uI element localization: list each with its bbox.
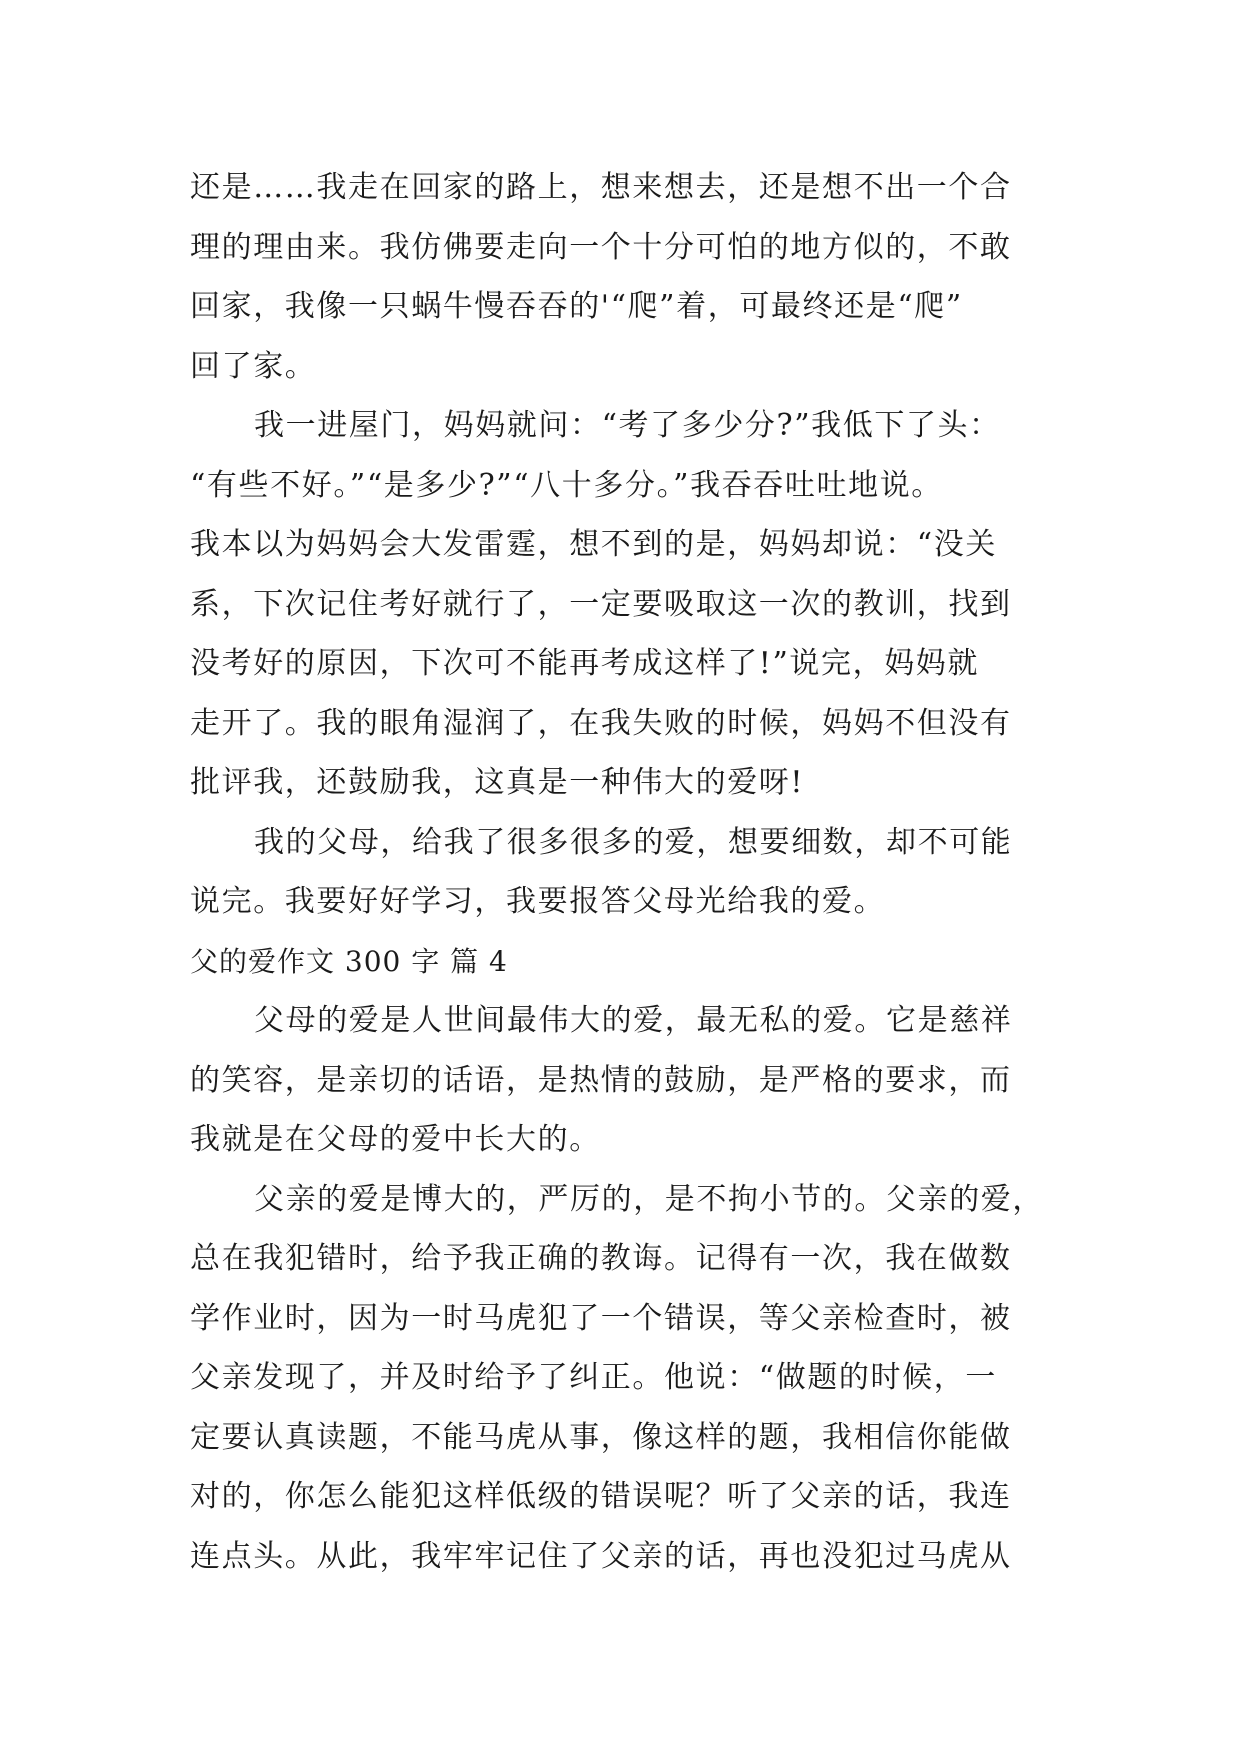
- section-heading: 父的爱作文 300 字 篇 4: [190, 944, 508, 978]
- text-line-22: 定要认真读题，不能马虎从事，像这样的题，我相信你能做: [190, 1419, 1012, 1455]
- text-line-1: 还是……我走在回家的路上，想来想去，还是想不出一个合: [190, 170, 1012, 205]
- text-line-8: 系，下次记住考好就行了，一定要吸取这一次的教训，找到: [190, 586, 1012, 622]
- text-line-3: 回家，我像一只蜗牛慢吞吞的'“爬”着，可最终还是“爬”: [190, 289, 963, 324]
- text-line-12: 我的父母，给我了很多很多的爱，想要细数，却不可能: [254, 824, 1013, 860]
- text-line-15: 父母的爱是人世间最伟大的爱，最无私的爱。它是慈祥: [254, 1003, 1013, 1038]
- text-line-17: 我就是在父母的爱中长大的。: [190, 1122, 601, 1157]
- text-line-21: 父亲发现了，并及时给予了纠正。他说：“做题的时候，一: [190, 1360, 997, 1395]
- text-line-10: 走开了。我的眼角湿润了，在我失败的时候，妈妈不但没有: [190, 705, 1012, 741]
- text-line-6: “有些不好。”“是多少?”“八十多分。”我吞吞吐吐地说。: [190, 467, 943, 503]
- text-line-9: 没考好的原因，下次可不能再考成这样了!”说完，妈妈就: [190, 646, 979, 681]
- text-line-16: 的笑容，是亲切的话语，是热情的鼓励，是严格的要求，而: [190, 1062, 1012, 1098]
- text-line-7: 我本以为妈妈会大发雷霆，想不到的是，妈妈却说：“没关: [190, 527, 997, 562]
- text-line-19: 总在我犯错时，给予我正确的教诲。记得有一次，我在做数: [190, 1241, 1012, 1276]
- text-line-23: 对的，你怎么能犯这样低级的错误呢？听了父亲的话，我连: [190, 1479, 1012, 1514]
- text-line-5: 我一进屋门，妈妈就问：“考了多少分?”我低下了头：: [254, 408, 1001, 443]
- text-line-24: 连点头。从此，我牢牢记住了父亲的话，再也没犯过马虎从: [190, 1538, 1012, 1574]
- document-body: [190, 158, 1050, 1586]
- text-line-2: 理的理由来。我仿佛要走向一个十分可怕的地方似的，不敢: [190, 229, 1012, 265]
- text-line-20: 学作业时，因为一时马虎犯了一个错误，等父亲检查时，被: [190, 1300, 1012, 1336]
- text-line-11: 批评我，还鼓励我，这真是一种伟大的爱呀!: [190, 765, 805, 800]
- text-line-4: 回了家。: [190, 348, 317, 384]
- text-line-18: 父亲的爱是博大的，严厉的，是不拘小节的。父亲的爱，: [254, 1181, 1044, 1217]
- text-line-13: 说完。我要好好学习，我要报答父母光给我的爱。: [190, 884, 886, 919]
